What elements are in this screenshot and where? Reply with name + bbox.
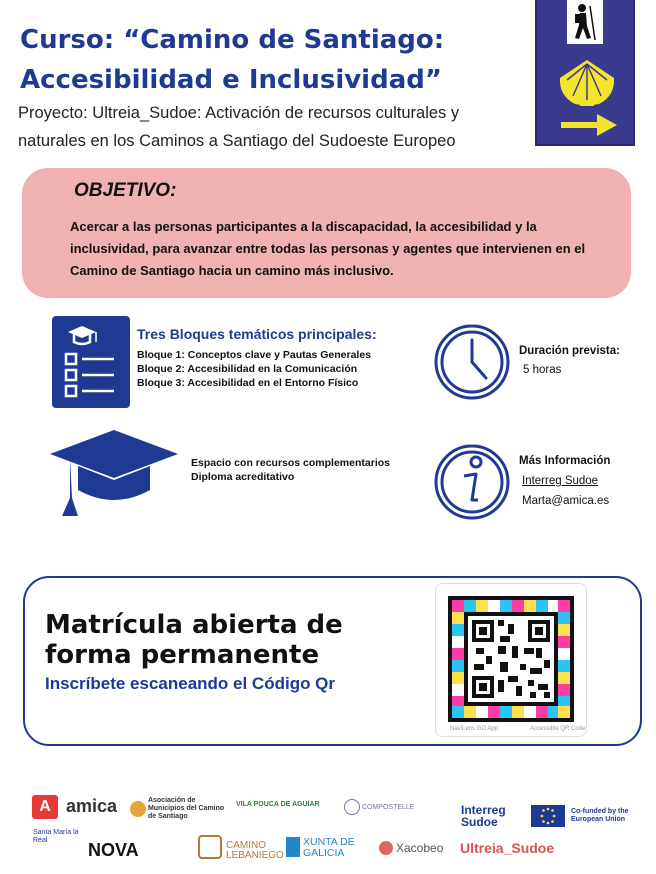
contact-email[interactable]: Marta@amica.es bbox=[522, 495, 610, 507]
amica-logo-icon: A bbox=[32, 795, 58, 819]
logo-asociacion bbox=[130, 797, 230, 821]
clock-icon bbox=[432, 322, 512, 402]
compostela-mark-icon bbox=[344, 799, 360, 815]
qr-code-icon[interactable] bbox=[436, 584, 586, 724]
lebaniego-mark-icon bbox=[198, 835, 222, 859]
checklist-icon bbox=[52, 316, 130, 408]
enrolment-title: Matrícula abierta de forma permanente bbox=[45, 610, 343, 670]
block-item: Bloque 3: Accesibilidad en el Entorno Físico bbox=[137, 377, 359, 389]
duration-value: 5 horas bbox=[523, 364, 562, 376]
eu-flag-icon bbox=[531, 805, 565, 827]
qr-label-navilens: NaviLens GO App bbox=[450, 726, 499, 732]
title-line-1: Curso: “Camino de Santiago: bbox=[20, 25, 445, 55]
xacobeo-mark-icon bbox=[379, 841, 393, 855]
logo-eu-text: Co-funded by the European Union bbox=[571, 808, 629, 823]
objective-panel bbox=[22, 168, 631, 298]
logo-vila-pouca bbox=[236, 801, 332, 809]
page-title bbox=[20, 20, 520, 100]
block-item: Bloque 2: Accesibilidad en la Comunicación bbox=[137, 363, 358, 375]
qr-label-accessible: Accessible QR Code bbox=[530, 726, 586, 732]
resources-list bbox=[191, 456, 390, 484]
objective-title: OBJETIVO: bbox=[74, 180, 177, 201]
logo-xunta: XUNTA DE GALICIA bbox=[303, 836, 355, 859]
project-subtitle: Proyecto: Ultreia_Sudoe: Activación de recursos culturales y naturales en los Caminos a Santiago del Sudoeste Europeo bbox=[18, 104, 460, 150]
arrow-right-icon bbox=[561, 114, 617, 136]
xunta-mark-icon bbox=[286, 837, 300, 857]
hiker-icon bbox=[567, 0, 603, 44]
logo-nova: NOVA bbox=[88, 840, 139, 860]
logo-interreg: Interreg Sudoe bbox=[461, 803, 506, 829]
logo-amica: amica bbox=[66, 796, 118, 816]
logo-santa-maria-text: Santa María la Real bbox=[33, 829, 79, 844]
title-line-2: Accesibilidad e Inclusividad” bbox=[20, 65, 442, 95]
interreg-link[interactable]: Interreg Sudoe bbox=[522, 475, 599, 487]
scallop-shell-icon bbox=[560, 60, 614, 106]
enrolment-subtitle: Inscríbete escaneando el Código Qr bbox=[45, 674, 336, 693]
diploma-line: Diploma acreditativo bbox=[191, 471, 295, 483]
asociacion-mark-icon bbox=[130, 801, 146, 817]
block-item: Bloque 1: Conceptos clave y Pautas Generales bbox=[137, 349, 372, 361]
logo-ultreia: Ultreia_Sudoe bbox=[460, 840, 555, 856]
logo-santa-maria bbox=[33, 829, 83, 845]
logo-asociacion-text: Asociación de Municipios del Camino de Santiago bbox=[147, 797, 225, 820]
info-icon bbox=[432, 442, 512, 522]
partner-logos bbox=[0, 785, 656, 865]
info-title: Más Información bbox=[519, 455, 611, 467]
camino-sign bbox=[535, 0, 635, 146]
blocks-title: Tres Bloques temáticos principales: bbox=[137, 326, 377, 342]
logo-xacobeo: Xacobeo bbox=[396, 841, 444, 855]
blocks-section bbox=[137, 326, 427, 390]
graduation-cap-icon bbox=[48, 428, 180, 520]
objective-text: Acercar a las personas participantes a la discapacidad, la accesibilidad y la inclusividad, para avanzar entre todas las personas y agentes que intervienen en el Camino de Santiago hacia un camino más inclusivo. bbox=[70, 219, 586, 278]
logo-compostela-text: COMPOSTELLE bbox=[361, 803, 415, 811]
logo-vila-pouca-text: VILA POUCA DE AGUIAR bbox=[236, 801, 320, 808]
duration-title: Duración prevista: bbox=[519, 345, 620, 357]
resources-line: Espacio con recursos complementarios bbox=[191, 457, 390, 469]
qr-card[interactable] bbox=[435, 583, 587, 737]
logo-compostela bbox=[344, 799, 444, 815]
logo-lebaniego: CAMINO LEBANIEGO bbox=[226, 840, 284, 861]
